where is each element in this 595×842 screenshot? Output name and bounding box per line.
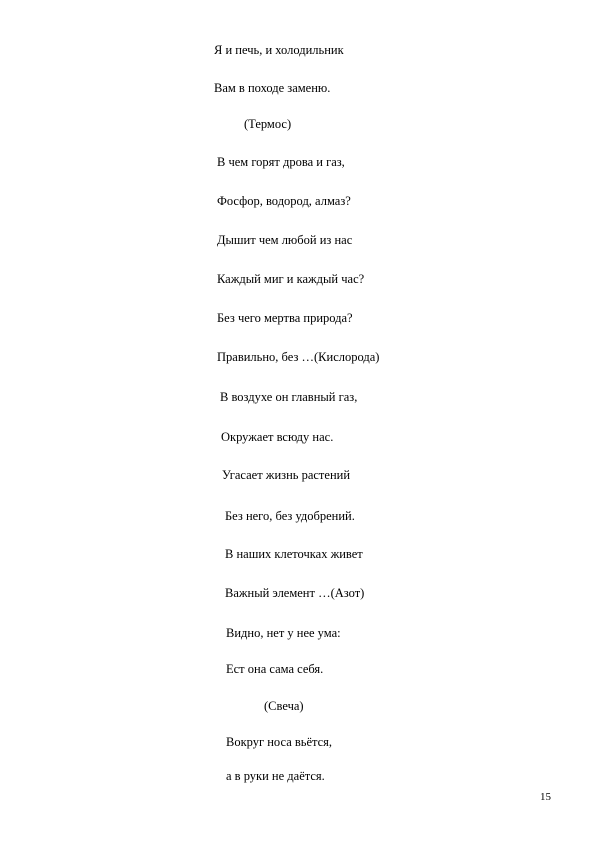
poem-line: Фосфор, водород, алмаз? bbox=[217, 194, 351, 208]
poem-line: В чем горят дрова и газ, bbox=[217, 155, 345, 169]
page-number: 15 bbox=[540, 791, 551, 803]
poem-line: Каждый миг и каждый час? bbox=[217, 272, 365, 286]
poem-line: а в руки не даётся. bbox=[226, 769, 325, 783]
poem-line: Без него, без удобрений. bbox=[225, 509, 355, 523]
poem-line: Правильно, без …(Кислорода) bbox=[217, 350, 380, 364]
poem-line: Без чего мертва природа? bbox=[217, 311, 353, 325]
poem-line: Угасает жизнь растений bbox=[222, 468, 351, 482]
answer-line: (Термос) bbox=[244, 117, 292, 131]
poem-line: В воздухе он главный газ, bbox=[220, 390, 358, 404]
poem-line: Ест она сама себя. bbox=[226, 662, 324, 676]
answer-line: (Свеча) bbox=[264, 699, 304, 713]
poem-line: Важный элемент …(Азот) bbox=[225, 586, 365, 600]
poem-line: В наших клеточках живет bbox=[225, 547, 363, 561]
poem-line: Я и печь, и холодильник bbox=[214, 43, 344, 57]
poem-line: Окружает всюду нас. bbox=[221, 430, 334, 444]
poem-line: Вокруг носа вьётся, bbox=[226, 735, 333, 749]
poem-line: Дышит чем любой из нас bbox=[217, 233, 353, 247]
poem-line: Вам в походе заменю. bbox=[214, 81, 331, 95]
poem-line: Видно, нет у нее ума: bbox=[226, 626, 341, 640]
